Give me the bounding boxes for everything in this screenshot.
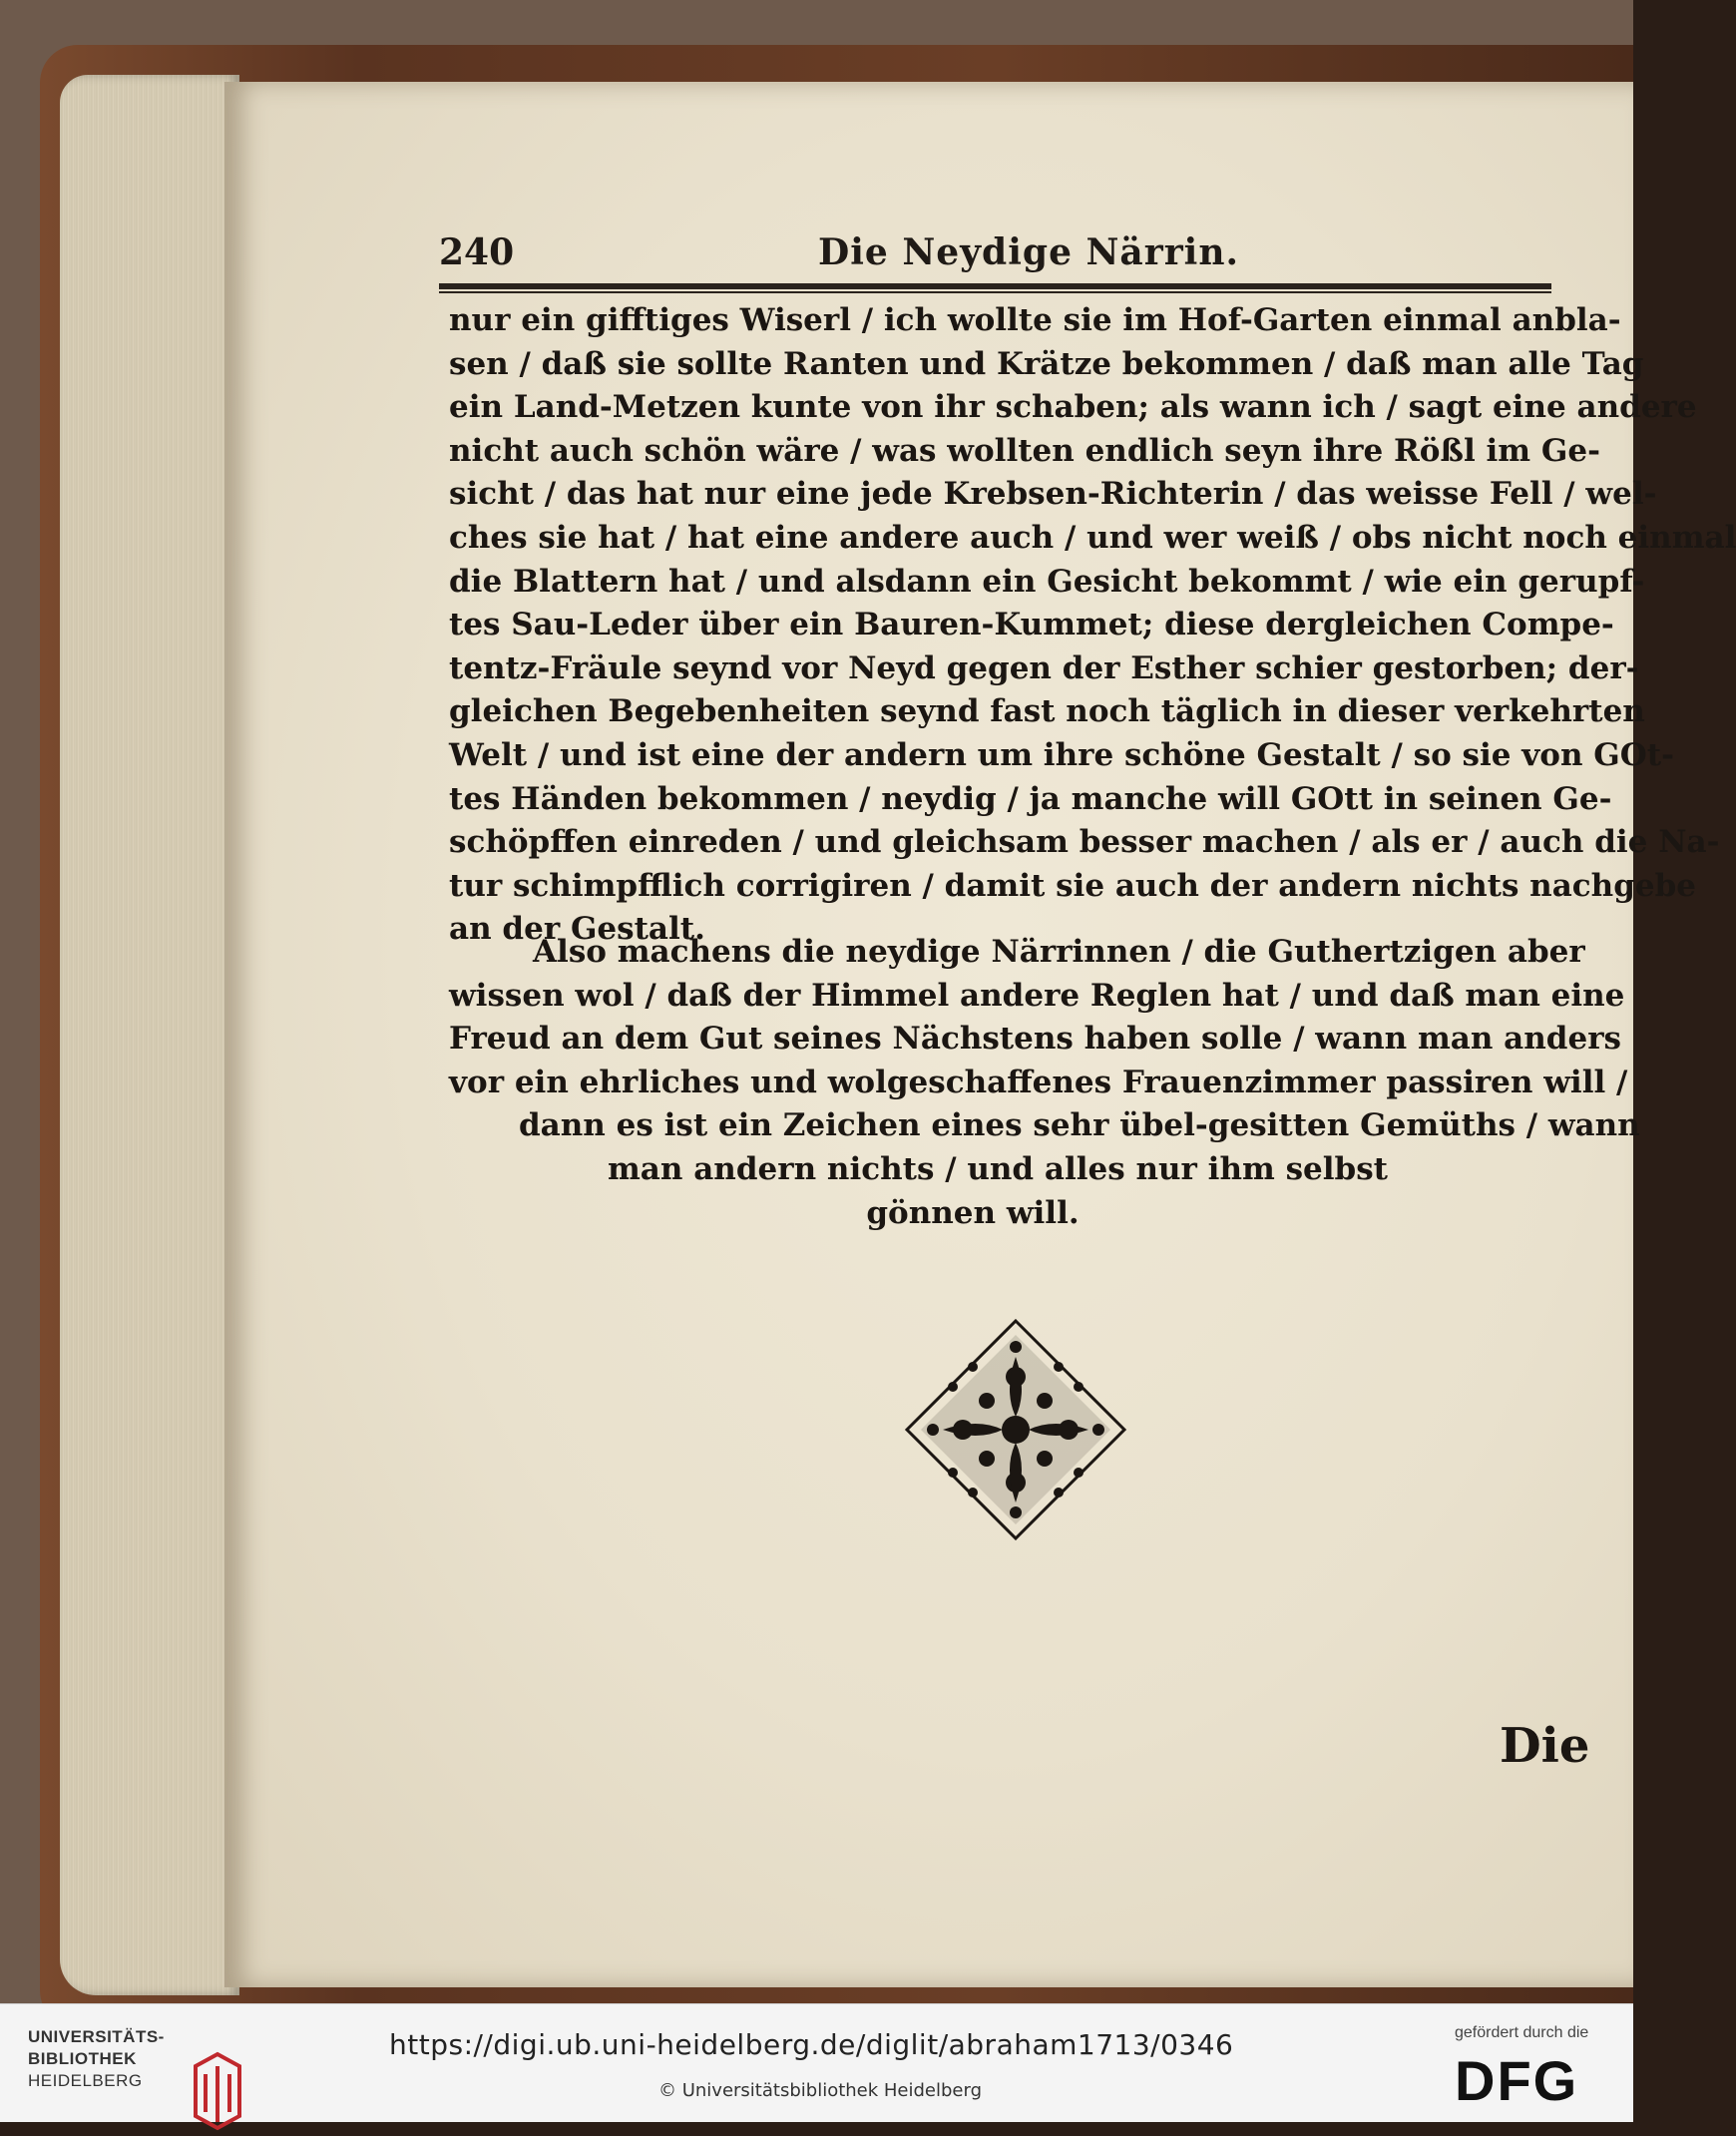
printer-ornament [903,1317,1128,1542]
text-line: Freud an dem Gut seines Nächstens haben solle / wann man anders [449,1021,1621,1058]
library-name-line2: BIBLIOTHEK [28,2049,137,2068]
text-line: ches sie hat / hat eine andere auch / und wer weiß / obs nicht noch einmal [449,519,1736,556]
page-header [439,231,1551,279]
dfg-logo[interactable]: DFG [1455,2049,1579,2112]
ub-heidelberg-logo[interactable] [28,2026,227,2106]
text-line: sen / daß sie sollte Ranten und Krätze bekommen / daß man alle Tag [449,345,1644,382]
text-line: vor ein ehrliches und wolgeschaffenes Frauenzimmer passiren will / [449,1064,1628,1100]
text-line: tentz-Fräule seynd vor Neyd gegen der Esther schier gestorben; der- [449,649,1639,686]
permalink-url[interactable]: https://digi.ub.uni-heidelberg.de/diglit/abraham1713/0346 [389,2028,1234,2061]
paragraph-2 [449,931,1640,1235]
text-line: tur schimpfflich corrigiren / damit sie auch der andern nichts nachgebe [449,867,1697,904]
text-line: die Blattern hat / und alsdann ein Gesicht bekommt / wie ein gerupf- [449,563,1645,600]
text-line: sicht / das hat nur eine jede Krebsen-Richterin / das weisse Fell / wel- [449,476,1657,513]
viewer-footer [0,2003,1633,2122]
ub-logo-icon [188,2046,247,2136]
copyright-notice: © Universitätsbibliothek Heidelberg [658,2080,983,2101]
text-line: nicht auch schön wäre / was wollten endlich seyn ihre Rößl im Ge- [449,432,1600,469]
text-line: man andern nichts / und alles nur ihm selbst [608,1150,1388,1187]
page-number: 240 [439,231,515,273]
text-line: gönnen will. [866,1194,1080,1231]
text-line: dann es ist ein Zeichen eines sehr übel-gesitten Gemüths / wann [519,1107,1640,1144]
header-rule [439,283,1551,289]
text-line: schöpffen einreden / und gleichsam besser machen / als er / auch die Na- [449,824,1720,861]
running-title: Die Neydige Närrin. [818,231,1240,273]
text-line: tes Sau-Leder über ein Bauren-Kummet; diese dergleichen Compe- [449,607,1614,643]
catchword: Die [1500,1718,1590,1774]
funding-label: gefördert durch die [1455,2024,1589,2041]
library-name-line3: HEIDELBERG [28,2071,143,2090]
text-line: ein Land-Metzen kunte von ihr schaben; als wann ich / sagt eine andere [449,389,1697,426]
text-line: tes Händen bekommen / neydig / ja manche will GOtt in seinen Ge- [449,780,1612,817]
text-line: nur ein gifftiges Wiserl / ich wollte sie im Hof-Garten einmal anbla- [449,302,1621,338]
text-line: Welt / und ist eine der andern um ihre schöne Gestalt / so sie von GOt- [449,736,1674,773]
library-name-line1: UNIVERSITÄTS- [28,2027,165,2046]
text-line: an der Gestalt. [449,911,705,948]
page-edges [60,75,239,1995]
text-line: wissen wol / daß der Himmel andere Reglen hat / und daß man eine [449,977,1625,1014]
header-rule-thin [439,291,1551,293]
text-line: Also machens die neydige Närrinnen / die Guthertzigen aber [533,934,1585,970]
text-line: gleichen Begebenheiten seynd fast noch täglich in dieser verkehrten [449,693,1645,730]
